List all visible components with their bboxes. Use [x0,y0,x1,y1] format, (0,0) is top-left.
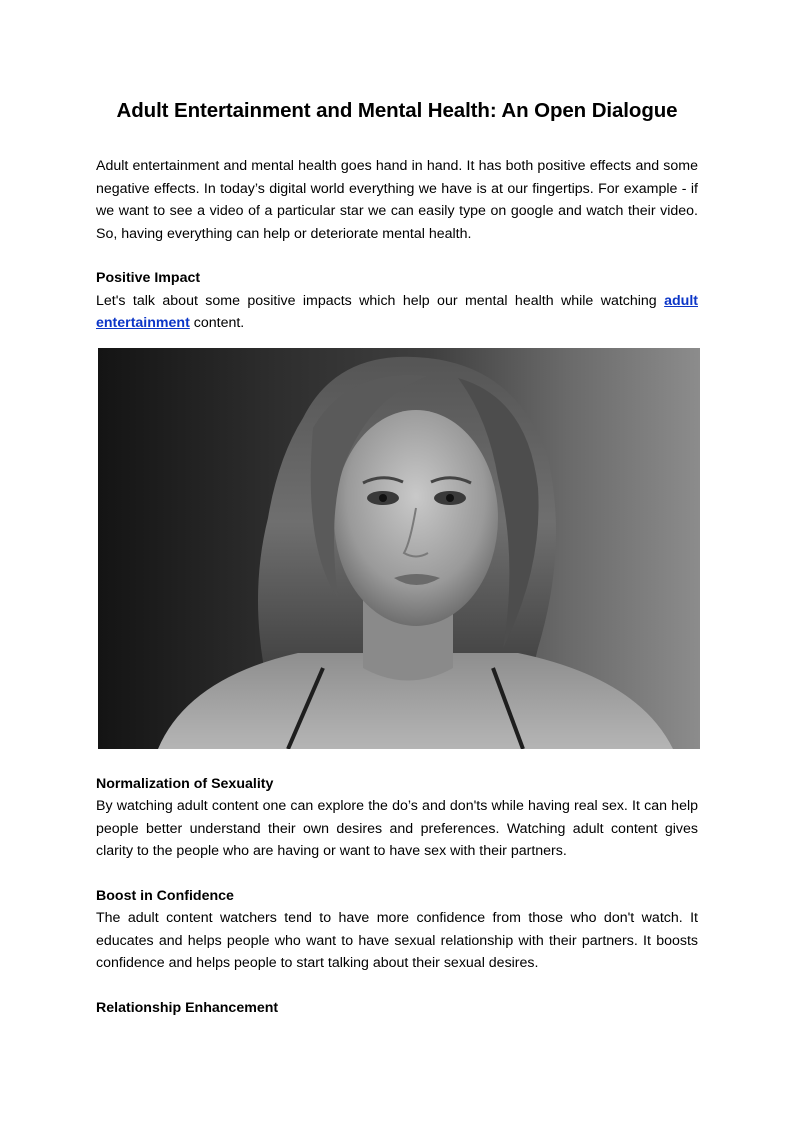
normalization-heading: Normalization of Sexuality [96,775,274,792]
relationship-heading: Relationship Enhancement [96,999,279,1016]
confidence-section [96,885,698,975]
positive-impact-text-before: Let's talk about some positive impacts which help our mental health while watching [96,292,665,309]
normalization-section [96,773,698,863]
confidence-heading: Boost in Confidence [96,887,234,904]
normalization-paragraph: By watching adult content one can explore the do’s and don'ts while having real sex. It can help people better understand their own desires and preferences. Watching adult content gives clarity to the people who are having or want to have sex with their partners. [96,798,698,859]
page-title: Adult Entertainment and Mental Health: An Open Dialogue [116,99,678,122]
relationship-section [96,997,698,1020]
intro-paragraph: Adult entertainment and mental health goes hand in hand. It has both positive effects and some negative effects. In today’s digital world everything we have is at our fingertips. For example - if we want to see a video of a particular star we can easily type on google and watch their video. So, having everything can help or deteriorate mental health. [96,158,698,242]
document-page [96,96,698,1019]
portrait-photo [98,348,700,749]
positive-impact-text-after: content. [189,315,245,331]
positive-impact-section [96,267,698,335]
adult-entertainment-link[interactable]: adult entertainment [96,292,698,331]
positive-impact-paragraph [96,290,698,335]
confidence-paragraph: The adult content watchers tend to have more confidence from those who don't watch. It educates and helps people who want to have sexual relationship with their partners. It boosts confidence and helps people to start talking about their sexual desires. [96,910,698,971]
positive-impact-heading: Positive Impact [96,270,201,286]
